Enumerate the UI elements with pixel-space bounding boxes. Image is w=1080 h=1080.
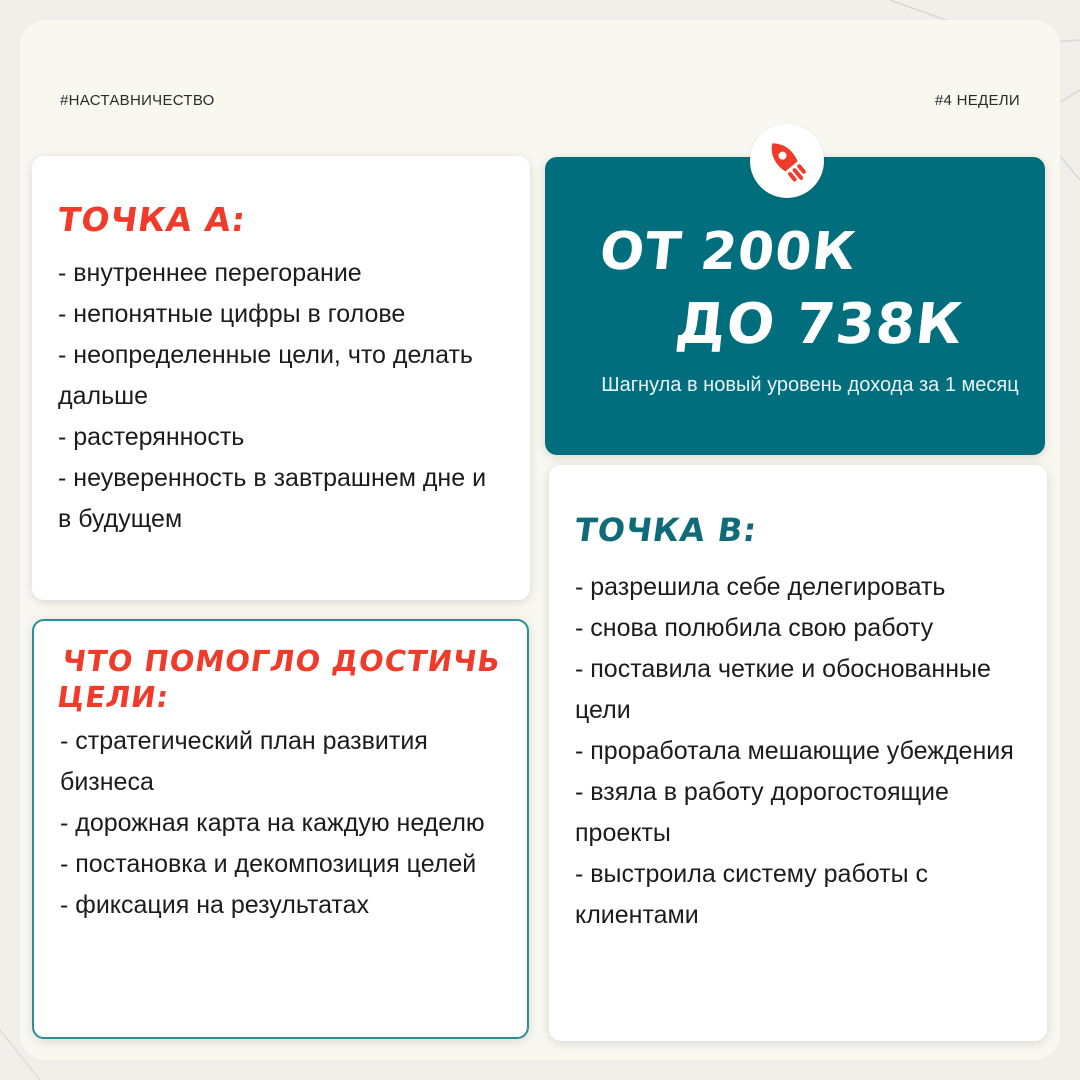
list-item: - неуверенность в завтрашнем дне и в будущем (58, 464, 487, 533)
list-item: - поставила четкие и обоснованные цели (575, 655, 991, 724)
list-item: - непонятные цифры в голове (58, 300, 406, 328)
point-b-title: ТОЧКА В: (572, 511, 760, 549)
what-helped-list (60, 721, 503, 926)
list-item: - разрешила себе делегировать (575, 573, 946, 601)
result-from: ОТ 200К (596, 222, 859, 282)
point-b-card (549, 465, 1047, 1041)
list-item: - стратегический план развития бизнеса (60, 727, 428, 796)
list-item: - взяла в работу дорогостоящие проекты (575, 778, 949, 847)
result-subtitle: Шагнула в новый уровень дохода за 1 месяц (601, 374, 1019, 396)
list-item: - снова полюбила свою работу (575, 614, 934, 642)
list-item: - растерянность (58, 423, 245, 451)
list-item: - постановка и декомпозиция целей (60, 850, 477, 878)
point-a-card (32, 156, 530, 600)
list-item: - неопределенные цели, что делать дальше (58, 341, 473, 410)
point-b-list (575, 567, 1027, 936)
list-item: - выстроила систему работы с клиентами (575, 860, 928, 929)
rocket-badge (750, 124, 824, 198)
list-item: - дорожная карта на каждую неделю (60, 809, 485, 837)
rocket-icon (750, 124, 824, 198)
result-to: ДО 738К (672, 292, 967, 357)
hashtag-weeks: #4 НЕДЕЛИ (934, 92, 1020, 109)
what-helped-card (32, 619, 529, 1039)
point-a-list (58, 253, 506, 540)
list-item: - фиксация на результатах (60, 891, 369, 919)
list-item: - внутреннее перегорание (58, 259, 362, 287)
point-a-title: ТОЧКА А: (55, 200, 249, 239)
list-item: - проработала мешающие убеждения (575, 737, 1014, 765)
hashtag-mentoring: #НАСТАВНИЧЕСТВО (60, 92, 215, 109)
what-helped-title: ЧТО ПОМОГЛО ДОСТИЧЬ ЦЕЛИ: (55, 644, 503, 714)
